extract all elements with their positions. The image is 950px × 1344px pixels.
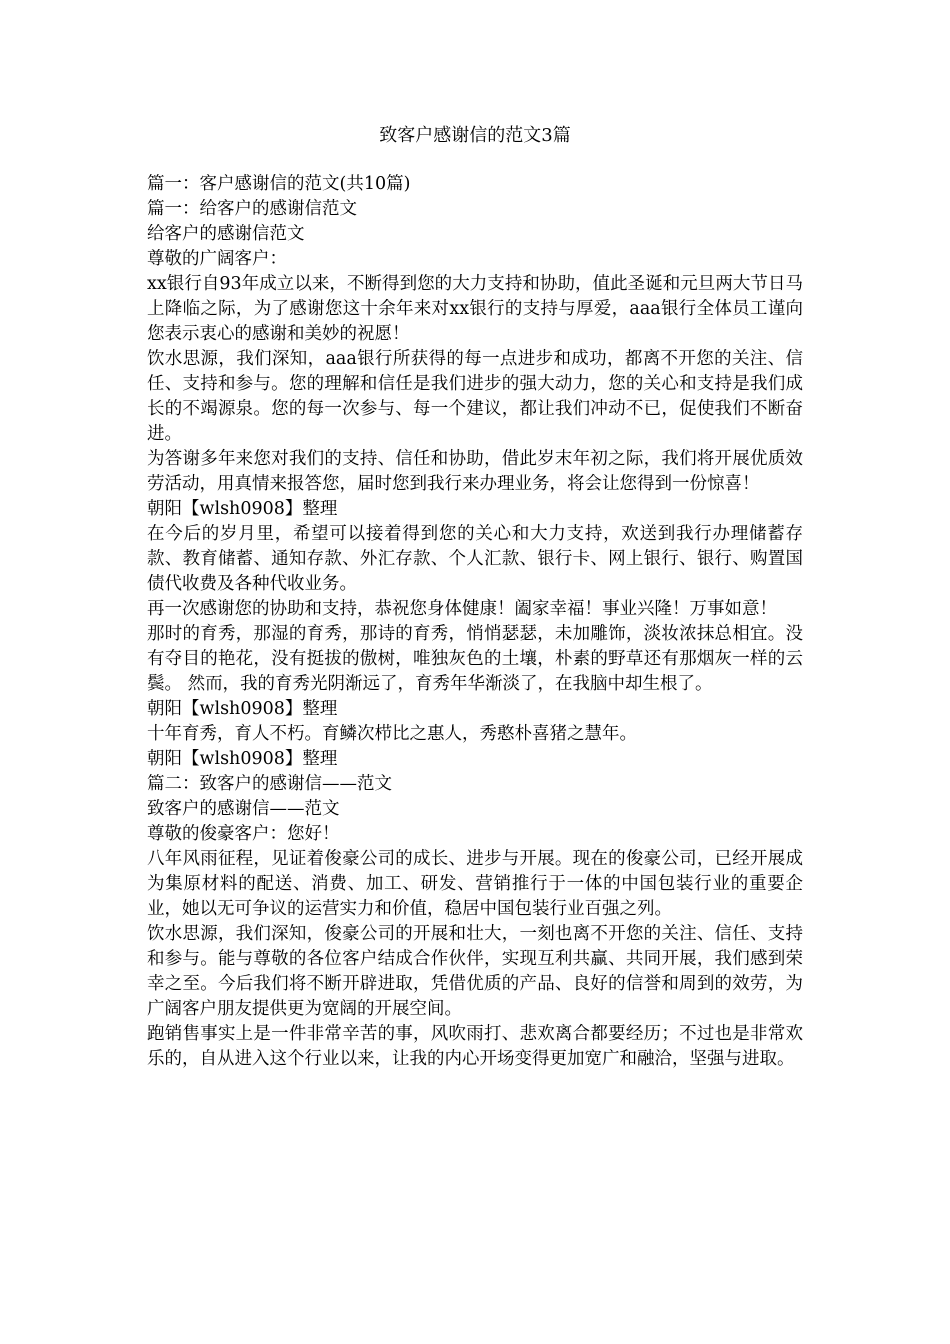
paragraph: 饮水思源，我们深知，aaa银行所获得的每一点进步和成功，都离不开您的关注、信任、支持和参与。您的理解和信任是我们进步的强大动力，您的关心和支持是我们成长的不竭源泉。您的每一次参与、每一个建议，都让我们冲动不已，促使我们不断奋进。 [147, 349, 803, 444]
paragraph: 篇一：给客户的感谢信范文 [147, 199, 357, 219]
paragraph: 饮水思源，我们深知，俊豪公司的开展和壮大，一刻也离不开您的关注、信任、支持和参与。能与尊敬的各位客户结成合作伙伴，实现互利共赢、共同开展，我们感到荣幸之至。今后我们将不断开辟进取，凭借优质的产品、良好的信誉和周到的效劳，为广阔客户朋友提供更为宽阔的开展空间。 [147, 924, 803, 1019]
document-title: 致客户感谢信的范文3篇 [379, 125, 571, 146]
paragraph: 朝阳【wlsh0908】整理 [147, 499, 338, 519]
paragraph: 致客户的感谢信——范文 [147, 799, 340, 819]
paragraph: 十年育秀，育人不朽。育鳞次栉比之惠人，秀憨朴喜猪之慧年。 [147, 724, 637, 744]
document-body [147, 172, 803, 1072]
paragraph: 八年风雨征程，见证着俊豪公司的成长、进步与开展。现在的俊豪公司，已经开展成为集原材料的配送、消费、加工、研发、营销推行于一体的中国包装行业的重要企业，她以无可争议的运营实力和价值，稳居中国包装行业百强之列。 [147, 849, 803, 919]
paragraph: 再一次感谢您的协助和支持，恭祝您身体健康！阖家幸福！事业兴隆！万事如意！ [147, 599, 777, 619]
paragraph: 朝阳【wlsh0908】整理 [147, 749, 338, 769]
paragraph: 那时的育秀，那湿的育秀，那诗的育秀，悄悄瑟瑟，未加雕饰，淡妆浓抹总相宜。没有夺目的艳花，没有挺拔的傲树，唯独灰色的土壤，朴素的野草还有那烟灰一样的云鬓。 然而，我的育秀光阴渐远了，育秀年华渐淡了，在我脑中却生根了。 [147, 624, 803, 694]
paragraph: xx银行自93年成立以来，不断得到您的大力支持和协助，值此圣诞和元旦两大节日马上降临之际，为了感谢您这十余年来对xx银行的支持与厚爱，aaa银行全体员工谨向您表示衷心的感谢和美妙的祝愿！ [147, 274, 803, 344]
paragraph: 篇二：致客户的感谢信——范文 [147, 774, 392, 794]
paragraph: 跑销售事实上是一件非常辛苦的事，风吹雨打、悲欢离合都要经历；不过也是非常欢乐的，自从进入这个行业以来，让我的内心开场变得更加宽广和融洽，坚强与进取。 [147, 1024, 803, 1069]
paragraph: 篇一：客户感谢信的范文(共10篇) [147, 174, 411, 194]
paragraph: 朝阳【wlsh0908】整理 [147, 699, 338, 719]
paragraph: 尊敬的俊豪客户：您好！ [147, 824, 340, 844]
paragraph: 为答谢多年来您对我们的支持、信任和协助，借此岁末年初之际，我们将开展优质效劳活动，用真情来报答您，届时您到我行来办理业务，将会让您得到一份惊喜！ [147, 449, 803, 494]
paragraph: 在今后的岁月里，希望可以接着得到您的关心和大力支持，欢送到我行办理储蓄存款、教育储蓄、通知存款、外汇存款、个人汇款、银行卡、网上银行、银行、购置国债代收费及各种代收业务。 [147, 524, 803, 594]
paragraph: 尊敬的广阔客户： [147, 249, 287, 269]
paragraph: 给客户的感谢信范文 [147, 224, 305, 244]
